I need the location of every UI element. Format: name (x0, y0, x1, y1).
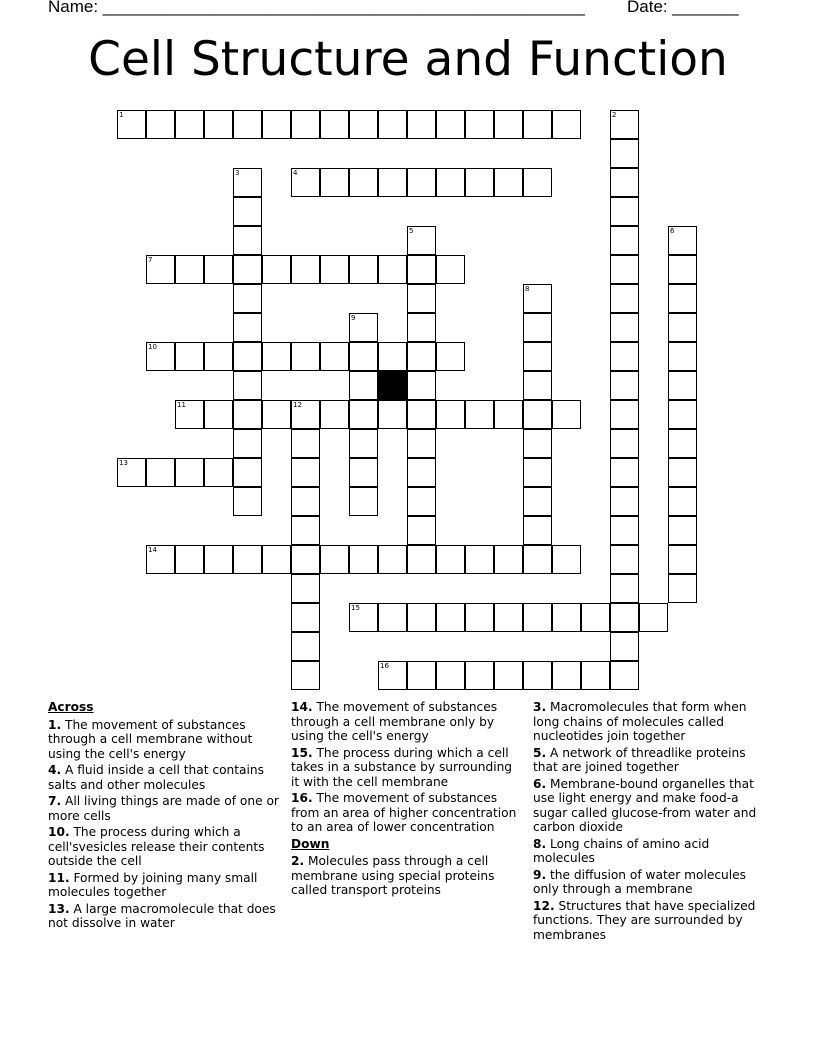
grid-cell[interactable] (378, 255, 407, 284)
grid-cell[interactable] (407, 342, 436, 371)
grid-cell[interactable] (262, 255, 291, 284)
clue-down-2: 2. Molecules pass through a cell membrane using special proteins called transport proteins (291, 854, 495, 897)
grid-cell[interactable] (668, 487, 697, 516)
grid-cell[interactable] (494, 110, 523, 139)
grid-cell[interactable] (407, 255, 436, 284)
clue-column-3 (533, 700, 769, 944)
black-cell (378, 371, 407, 400)
grid-cell[interactable] (291, 603, 320, 632)
grid-cell[interactable] (610, 516, 639, 545)
clue-across-4: 4. A fluid inside a cell that contains salts and other molecules (48, 763, 264, 792)
grid-cell[interactable] (233, 458, 262, 487)
clue-number-8: 8 (525, 285, 530, 293)
clue-number-9: 9 (351, 314, 356, 322)
grid-cell[interactable] (523, 342, 552, 371)
grid-cell[interactable] (465, 661, 494, 690)
grid-cell[interactable] (436, 603, 465, 632)
clue-down-6: 6. Membrane-bound organelles that use light energy and make food-a sugar called glucose-from water and carbon dioxide (533, 776, 757, 834)
grid-cell[interactable] (378, 168, 407, 197)
grid-cell[interactable] (581, 661, 610, 690)
grid-cell[interactable] (378, 110, 407, 139)
grid-cell[interactable] (610, 429, 639, 458)
grid-cell[interactable] (204, 545, 233, 574)
grid-cell[interactable] (610, 168, 639, 197)
clue-column-2 (291, 700, 523, 900)
clue-down-5: 5. A network of threadlike proteins that are joined together (533, 745, 746, 774)
grid-cell[interactable] (668, 371, 697, 400)
grid-cell[interactable] (233, 342, 262, 371)
clue-number-3: 3 (235, 169, 240, 177)
grid-cell[interactable] (146, 110, 175, 139)
grid-cell[interactable] (349, 545, 378, 574)
grid-cell[interactable] (436, 110, 465, 139)
grid-cell[interactable] (610, 400, 639, 429)
clue-number-15: 15 (351, 604, 360, 612)
grid-cell[interactable] (436, 661, 465, 690)
clue-column-1 (48, 700, 284, 933)
grid-cell[interactable] (349, 110, 378, 139)
clue-across-1: 1. The movement of substances through a cell membrane without using the cell's energy (48, 717, 253, 761)
grid-cell[interactable] (465, 400, 494, 429)
grid-cell[interactable] (378, 342, 407, 371)
grid-cell[interactable] (291, 429, 320, 458)
grid-cell[interactable] (233, 255, 262, 284)
clue-number-5: 5 (409, 227, 414, 235)
grid-cell[interactable] (291, 487, 320, 516)
grid-cell[interactable] (610, 574, 639, 603)
grid-cell[interactable] (610, 139, 639, 168)
grid-cell[interactable] (233, 400, 262, 429)
clue-number-6: 6 (670, 227, 675, 235)
clue-number-14: 14 (148, 546, 157, 554)
name-field-label: Name: ___________________________________________________ (48, 0, 585, 16)
grid-cell[interactable] (494, 168, 523, 197)
grid-cell[interactable] (523, 458, 552, 487)
grid-cell[interactable] (291, 458, 320, 487)
grid-cell[interactable] (233, 226, 262, 255)
grid-cell[interactable] (262, 545, 291, 574)
grid-cell[interactable] (610, 603, 639, 632)
grid-cell[interactable] (407, 400, 436, 429)
grid-cell[interactable] (610, 545, 639, 574)
grid-cell[interactable] (552, 110, 581, 139)
grid-cell[interactable] (233, 284, 262, 313)
grid-cell[interactable] (523, 168, 552, 197)
grid-cell[interactable] (407, 110, 436, 139)
grid-cell[interactable] (407, 603, 436, 632)
page-title: Cell Structure and Function (88, 32, 728, 87)
grid-cell[interactable] (349, 168, 378, 197)
grid-cell[interactable] (233, 545, 262, 574)
grid-cell[interactable] (291, 661, 320, 690)
grid-cell[interactable] (581, 603, 610, 632)
grid-cell[interactable] (668, 284, 697, 313)
grid-cell[interactable] (436, 400, 465, 429)
grid-cell[interactable] (146, 458, 175, 487)
grid-cell[interactable] (523, 661, 552, 690)
grid-cell[interactable] (204, 255, 233, 284)
grid-cell[interactable] (320, 110, 349, 139)
clue-number-1: 1 (119, 111, 124, 119)
grid-cell[interactable] (610, 487, 639, 516)
grid-cell[interactable] (610, 255, 639, 284)
grid-cell[interactable] (349, 429, 378, 458)
grid-cell[interactable] (204, 110, 233, 139)
clue-number-10: 10 (148, 343, 157, 351)
grid-cell[interactable] (639, 603, 668, 632)
grid-cell[interactable] (523, 516, 552, 545)
across-heading: Across (48, 700, 94, 714)
grid-cell[interactable] (523, 110, 552, 139)
clue-number-2: 2 (612, 111, 617, 119)
grid-cell[interactable] (552, 400, 581, 429)
grid-cell[interactable] (465, 168, 494, 197)
clue-number-11: 11 (177, 401, 186, 409)
grid-cell[interactable] (436, 342, 465, 371)
grid-cell[interactable] (668, 516, 697, 545)
grid-cell[interactable] (494, 400, 523, 429)
grid-cell[interactable] (175, 255, 204, 284)
grid-cell[interactable] (668, 400, 697, 429)
grid-cell[interactable] (204, 400, 233, 429)
grid-cell[interactable] (494, 545, 523, 574)
date-field-label: Date: _______ (627, 0, 739, 16)
grid-cell[interactable] (291, 255, 320, 284)
grid-cell[interactable] (610, 284, 639, 313)
grid-cell[interactable] (320, 255, 349, 284)
grid-cell[interactable] (610, 661, 639, 690)
grid-cell[interactable] (378, 603, 407, 632)
grid-cell[interactable] (407, 168, 436, 197)
grid-cell[interactable] (668, 342, 697, 371)
grid-cell[interactable] (320, 168, 349, 197)
grid-cell[interactable] (523, 400, 552, 429)
grid-cell[interactable] (349, 255, 378, 284)
clue-number-12: 12 (293, 401, 302, 409)
grid-cell[interactable] (610, 342, 639, 371)
clue-down-9: 9. the diffusion of water molecules only through a membrane (533, 867, 746, 896)
grid-cell[interactable] (552, 603, 581, 632)
grid-cell[interactable] (175, 458, 204, 487)
grid-cell[interactable] (436, 255, 465, 284)
clue-number-7: 7 (148, 256, 153, 264)
grid-cell[interactable] (407, 458, 436, 487)
grid-cell[interactable] (610, 458, 639, 487)
grid-cell[interactable] (320, 342, 349, 371)
grid-cell[interactable] (552, 545, 581, 574)
clue-across-11: 11. Formed by joining many small molecules together (48, 870, 258, 899)
grid-cell[interactable] (523, 487, 552, 516)
grid-cell[interactable] (175, 545, 204, 574)
grid-cell[interactable] (610, 371, 639, 400)
grid-cell[interactable] (465, 110, 494, 139)
grid-cell[interactable] (407, 284, 436, 313)
grid-cell[interactable] (378, 400, 407, 429)
grid-cell[interactable] (262, 400, 291, 429)
grid-cell[interactable] (523, 429, 552, 458)
grid-cell[interactable] (465, 545, 494, 574)
grid-cell[interactable] (320, 545, 349, 574)
grid-cell[interactable] (610, 226, 639, 255)
grid-cell[interactable] (233, 371, 262, 400)
grid-cell[interactable] (523, 603, 552, 632)
grid-cell[interactable] (523, 371, 552, 400)
grid-cell[interactable] (233, 313, 262, 342)
clue-across-13: 13. A large macromolecule that does not dissolve in water (48, 901, 276, 930)
grid-cell[interactable] (668, 255, 697, 284)
grid-cell[interactable] (407, 371, 436, 400)
grid-cell[interactable] (407, 545, 436, 574)
down-heading: Down (291, 836, 330, 851)
grid-cell[interactable] (610, 313, 639, 342)
clue-across-14: 14. The movement of substances through a cell membrane only by using the cell's energy (291, 700, 498, 743)
grid-cell[interactable] (668, 545, 697, 574)
grid-cell[interactable] (291, 110, 320, 139)
clue-down-12: 12. Structures that have specialized functions. They are surrounded by membranes (533, 898, 756, 942)
grid-cell[interactable] (291, 342, 320, 371)
grid-cell[interactable] (407, 429, 436, 458)
grid-cell[interactable] (204, 458, 233, 487)
grid-cell[interactable] (349, 458, 378, 487)
grid-cell[interactable] (523, 313, 552, 342)
clue-down-3: 3. Macromolecules that form when long chains of molecules called nucleotides join together (533, 700, 747, 743)
grid-cell[interactable] (436, 545, 465, 574)
grid-cell[interactable] (349, 342, 378, 371)
clue-across-10: 10. The process during which a cell'svesicles release their contents outside the cell (48, 825, 265, 868)
grid-cell[interactable] (291, 574, 320, 603)
grid-cell[interactable] (349, 487, 378, 516)
grid-cell[interactable] (233, 429, 262, 458)
grid-cell[interactable] (407, 313, 436, 342)
grid-cell[interactable] (291, 632, 320, 661)
grid-cell[interactable] (291, 516, 320, 545)
grid-cell[interactable] (262, 110, 291, 139)
grid-cell[interactable] (262, 342, 291, 371)
grid-cell[interactable] (349, 400, 378, 429)
grid-cell[interactable] (523, 545, 552, 574)
grid-cell[interactable] (494, 603, 523, 632)
grid-cell[interactable] (610, 197, 639, 226)
clue-across-7: 7. All living things are made of one or more cells (48, 794, 279, 823)
grid-cell[interactable] (465, 603, 494, 632)
grid-cell[interactable] (407, 516, 436, 545)
clue-number-13: 13 (119, 459, 128, 467)
grid-cell[interactable] (378, 545, 407, 574)
grid-cell[interactable] (668, 458, 697, 487)
grid-cell[interactable] (204, 342, 233, 371)
grid-cell[interactable] (668, 313, 697, 342)
grid-cell[interactable] (610, 632, 639, 661)
clue-across-16: 16. The movement of substances from an area of higher concentration to an area of lower concentration (291, 791, 517, 834)
clue-across-15: 15. The process during which a cell takes in a substance by surrounding it with the cell membrane (291, 745, 513, 789)
grid-cell[interactable] (233, 487, 262, 516)
grid-cell[interactable] (407, 661, 436, 690)
grid-cell[interactable] (668, 429, 697, 458)
clue-number-4: 4 (293, 169, 298, 177)
grid-cell[interactable] (175, 110, 204, 139)
grid-cell[interactable] (436, 168, 465, 197)
grid-cell[interactable] (291, 545, 320, 574)
grid-cell[interactable] (320, 400, 349, 429)
grid-cell[interactable] (552, 661, 581, 690)
grid-cell[interactable] (349, 371, 378, 400)
grid-cell[interactable] (407, 487, 436, 516)
grid-cell[interactable] (233, 110, 262, 139)
grid-cell[interactable] (494, 661, 523, 690)
grid-cell[interactable] (175, 342, 204, 371)
grid-cell[interactable] (233, 197, 262, 226)
clue-down-8: 8. Long chains of amino acid molecules (533, 836, 710, 865)
grid-cell[interactable] (668, 574, 697, 603)
clue-number-16: 16 (380, 662, 389, 670)
